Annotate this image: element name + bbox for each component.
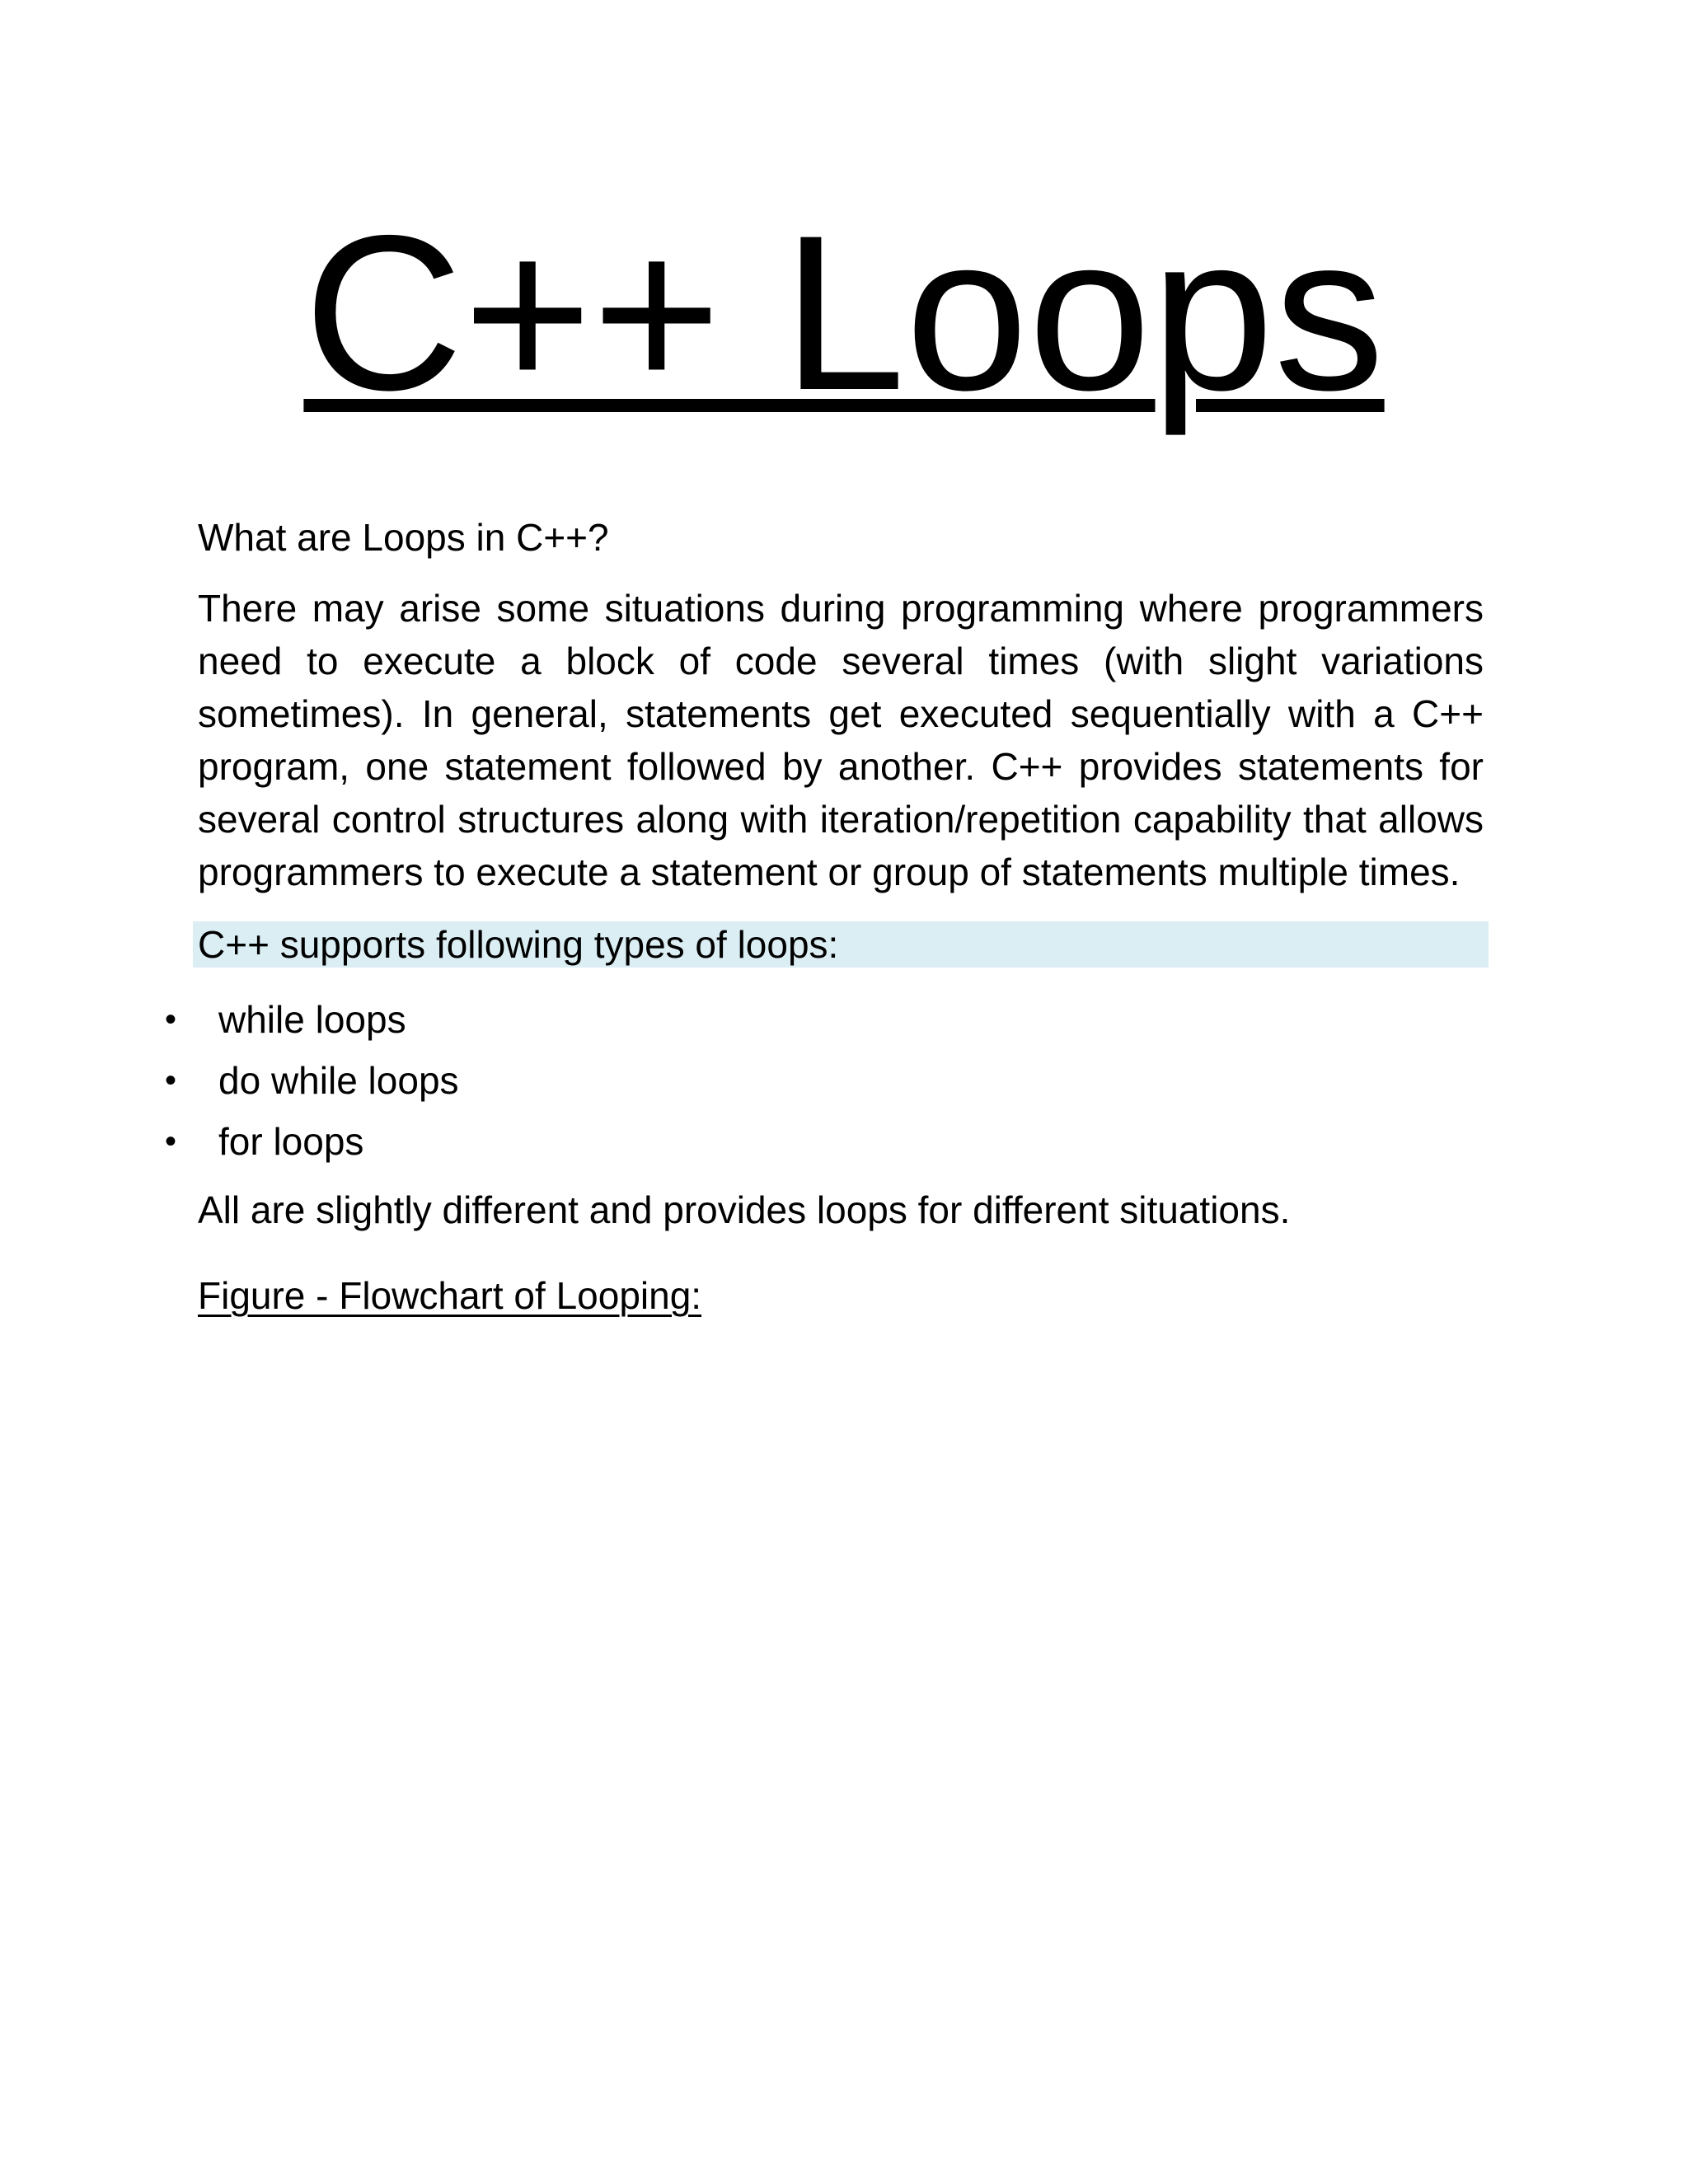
list-item-text: while loops: [218, 998, 406, 1041]
list-item-text: for loops: [218, 1120, 364, 1163]
list-item: [165, 1111, 1451, 1172]
bullet-icon: •: [165, 1062, 177, 1099]
bullet-icon: •: [165, 1123, 177, 1160]
section-question: What are Loops in C++?: [198, 516, 609, 559]
document-body: [165, 511, 1484, 1322]
loop-types-list: [165, 989, 1451, 1172]
highlighted-heading: C++ supports following types of loops:: [193, 921, 1489, 968]
list-item-text: do while loops: [218, 1059, 459, 1102]
list-item: [165, 1050, 1451, 1111]
page-title: C++ Loops: [303, 189, 1385, 436]
intro-paragraph: There may arise some situations during programming where programmers need to execute a block of code several times (with slight variations sometimes). In general, statements get executed sequentially with a C++ program, one statement followed by another. C++ provides statements for several control structures along with iteration/repetition capability that allows programmers to execute a statement or group of statements multiple times.: [198, 587, 1484, 893]
title-container: [0, 189, 1688, 436]
closing-paragraph: All are slightly different and provides loops for different situations.: [198, 1188, 1291, 1231]
figure-caption: Figure - Flowchart of Looping:: [198, 1274, 702, 1317]
list-item: [165, 989, 1451, 1050]
bullet-icon: •: [165, 1001, 177, 1038]
